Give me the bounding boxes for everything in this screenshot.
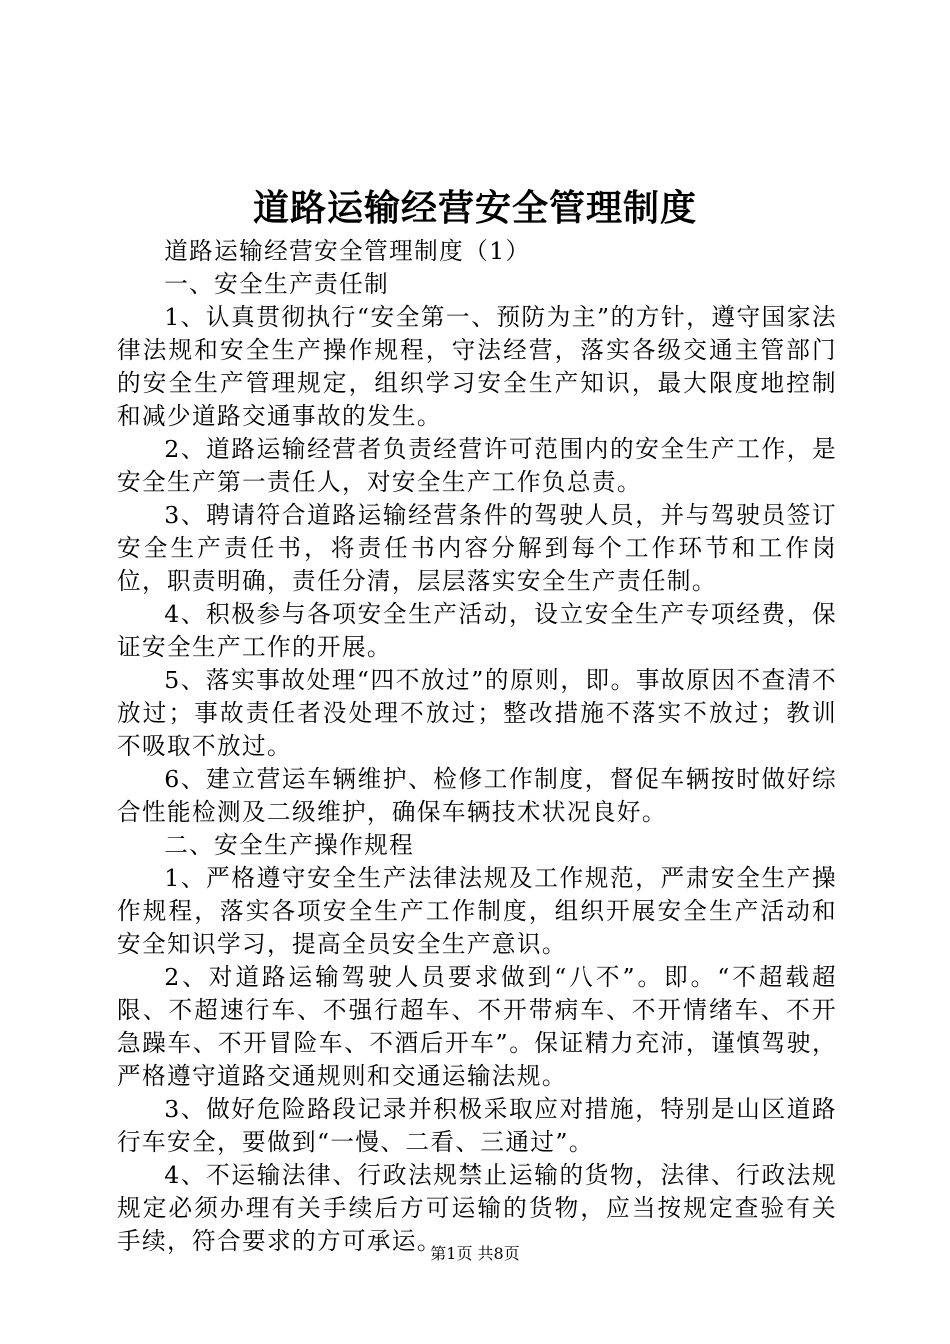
section-heading: 道路运输经营安全管理制度（1） xyxy=(164,237,531,265)
subsection-heading: 二、安全生产操作规程 xyxy=(164,831,415,859)
paragraph: 6、建立营运车辆维护、检修工作制度，督促车辆按时做好综合性能检测及二级维护，确保车辆技术状况良好。 xyxy=(117,765,837,826)
document-title: 道路运输经营安全管理制度 xyxy=(252,187,697,229)
paragraph: 1、严格遵守安全生产法律法规及工作规范，严肃安全生产操作规程，落实各项安全生产工作制度，组织开展安全生产活动和安全知识学习，提高全员安全生产意识。 xyxy=(117,864,837,958)
paragraph: 3、聘请符合道路运输经营条件的驾驶人员，并与驾驶员签订安全生产责任书，将责任书内容分解到每个工作环节和工作岗位，职责明确，责任分清，层层落实安全生产责任制。 xyxy=(117,501,837,595)
paragraph: 5、落实事故处理“四不放过”的原则，即。事故原因不查清不放过；事故责任者没处理不放过；整改措施不落实不放过；教训不吸取不放过。 xyxy=(117,666,837,760)
paragraph: 3、做好危险路段记录并积极采取应对措施，特别是山区道路行车安全，要做到“一慢、二看、三通过”。 xyxy=(117,1095,837,1156)
paragraph: 4、不运输法律、行政法规禁止运输的货物，法律、行政法规规定必须办理有关手续后方可运输的货物，应当按规定查验有关手续，符合要求的方可承运。 xyxy=(117,1161,837,1255)
paragraph: 2、对道路运输驾驶人员要求做到“八不”。即。“不超载超限、不超速行车、不强行超车、不开带病车、不开情绪车、不开急躁车、不开冒险车、不酒后开车”。保证精力充沛，谨慎驾驶，严格遵守道路交通规则和交通运输法规。 xyxy=(117,963,837,1090)
paragraph: 2、道路运输经营者负责经营许可范围内的安全生产工作，是安全生产第一责任人，对安全生产工作负总责。 xyxy=(117,435,837,496)
paragraph: 4、积极参与各项安全生产活动，设立安全生产专项经费，保证安全生产工作的开展。 xyxy=(117,600,837,661)
document-body xyxy=(117,235,837,1258)
page-number-footer: 第1页 共8页 xyxy=(430,1244,520,1263)
paragraph: 1、认真贯彻执行“安全第一、预防为主”的方针，遵守国家法律法规和安全生产操作规程，守法经营，落实各级交通主管部门的安全生产管理规定，组织学习安全生产知识，最大限度地控制和减少道路交通事故的发生。 xyxy=(117,303,837,430)
subsection-heading: 一、安全生产责任制 xyxy=(164,270,390,298)
